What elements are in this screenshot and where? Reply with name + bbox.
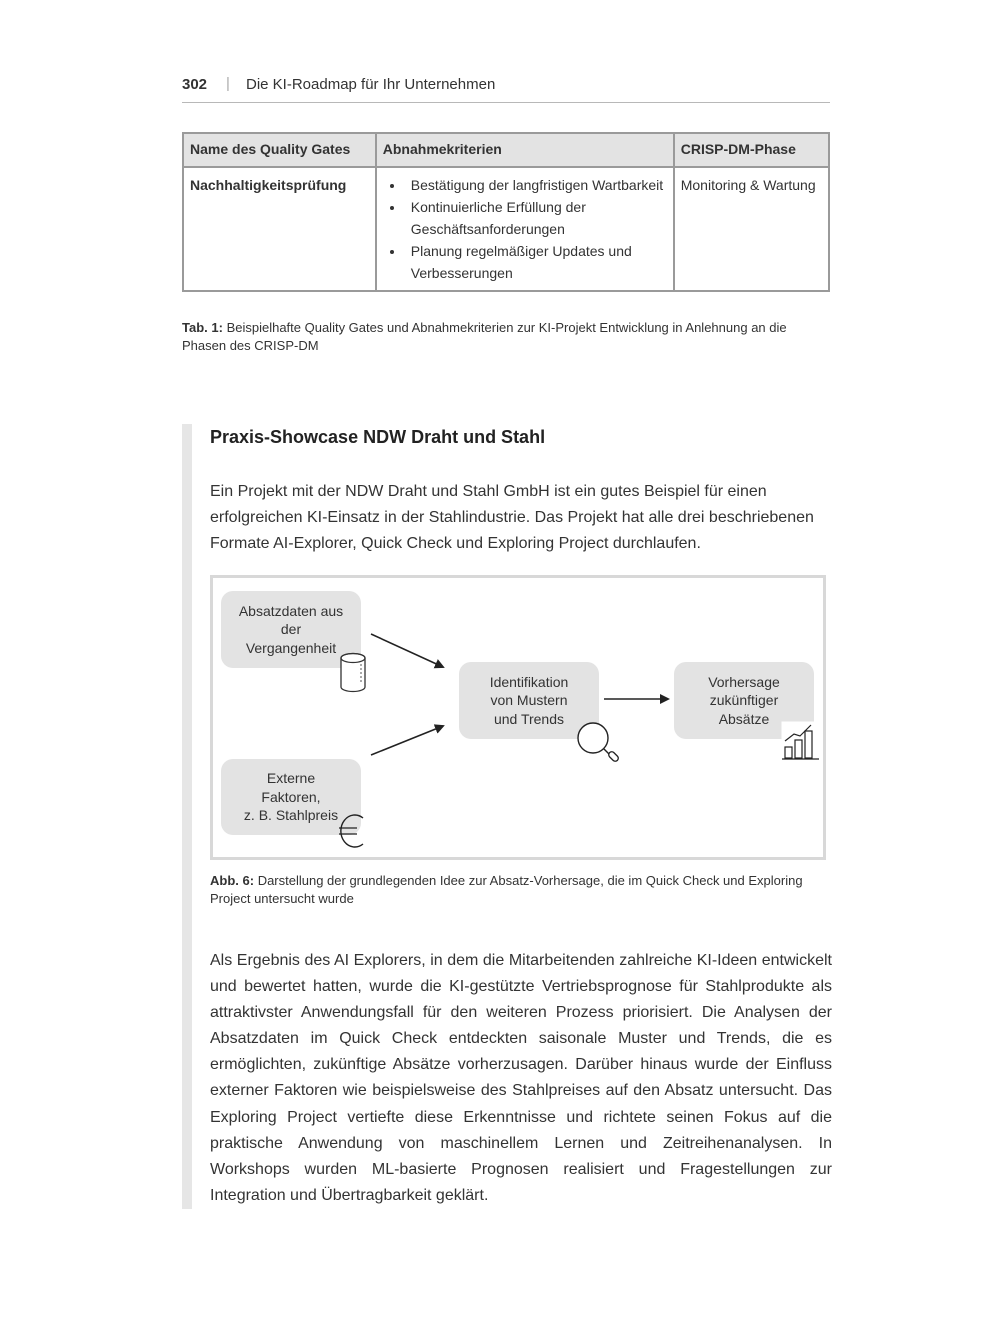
figure-caption [210, 872, 830, 908]
node-pattern-identification: Identifikation von Mustern und Trends [459, 662, 599, 739]
showcase-sidebar-bar [182, 424, 192, 1209]
table-caption-text: Beispielhafte Quality Gates und Abnahmekriterien zur KI-Projekt Entwicklung in Anlehnung an die Phasen des CRISP-DM [182, 320, 787, 353]
table-caption [182, 319, 830, 355]
magnifier-icon [575, 720, 623, 766]
criteria-cell [376, 167, 674, 291]
showcase-title: Praxis-Showcase NDW Draht und Stahl [210, 427, 546, 447]
table-header-row [183, 133, 829, 167]
body-paragraph: Als Ergebnis des AI Explorers, in dem die Mitarbeitenden zahlreiche KI-Ideen entwickelt und bewertet hatten, wurde die KI-gestützte Vertriebsprognose für Stahlprodukte als attraktivster Anwendungsfall für den weiteren Prozess priorisiert. Die Analysen der Absatzdaten im Quick Check entdeckten saisonale Muster und Trends, die es ermöglichten, zukünftige Absätze vorherzusagen. Darüber hinaus wurde der Einfluss externer Faktoren wie beispielsweise des Stahlpreises auf den Absatz untersucht. Das Exploring Project vertiefte diese Erkenntnisse und richtete seinen Fokus auf die praktische Anwendung von maschinellem Lernen und Zeitreihenanalysen. In Workshops wurden ML-basierte Prognosen realisiert und Fragestellungen zur Integration und Übertragbarkeit geklärt. [210, 952, 832, 1204]
column-header: CRISP-DM-Phase [674, 133, 829, 167]
running-header [182, 74, 830, 103]
list-item: • Kontinuierliche Erfüllung der Geschäftsanforderungen [405, 196, 667, 240]
showcase-intro: Ein Projekt mit der NDW Draht und Stahl GmbH ist ein gutes Beispiel für einen erfolgreichen KI-Einsatz in der Stahlindustrie. Das Projekt hat alle drei beschriebenen Formate AI-Explorer, Quick Check und Exploring Project durchlaufen. [210, 483, 814, 552]
column-header: Name des Quality Gates [183, 133, 376, 167]
column-header: Abnahmekriterien [376, 133, 674, 167]
list-item: • Bestätigung der langfristigen Wartbarkeit [405, 174, 667, 196]
database-icon [339, 652, 367, 694]
criteria-list [383, 174, 667, 284]
sales-forecast-diagram [210, 575, 826, 860]
euro-icon [337, 811, 367, 851]
node-external-factors: Externe Faktoren, z. B. Stahlpreis [221, 759, 361, 835]
phase-cell: Monitoring & Wartung [674, 167, 829, 291]
arrow-external-to-patterns [371, 726, 443, 755]
gate-name-cell: Nachhaltigkeitsprüfung [183, 167, 376, 291]
book-title: Die KI-Roadmap für Ihr Unternehmen [246, 76, 496, 93]
list-item: • Planung regelmäßiger Updates und Verbesserungen [405, 240, 667, 284]
header-separator: | [226, 75, 230, 92]
arrow-sales-to-patterns [371, 634, 443, 667]
quality-gates-table [182, 132, 830, 292]
node-sales-data: Absatzdaten aus der Vergangenheit [221, 591, 361, 668]
node-sales-forecast: Vorhersage zukünftiger Absätze [674, 662, 814, 739]
figure-caption-text: Darstellung der grundlegenden Idee zur Absatz-Vorhersage, die im Quick Check und Exploring Project untersucht wurde [210, 873, 803, 906]
page-number: 302 [182, 76, 208, 93]
table-caption-label: Tab. 1: [182, 320, 223, 335]
figure-caption-label: Abb. 6: [210, 873, 255, 888]
table-row [183, 167, 829, 291]
bar-chart-icon [781, 721, 821, 761]
